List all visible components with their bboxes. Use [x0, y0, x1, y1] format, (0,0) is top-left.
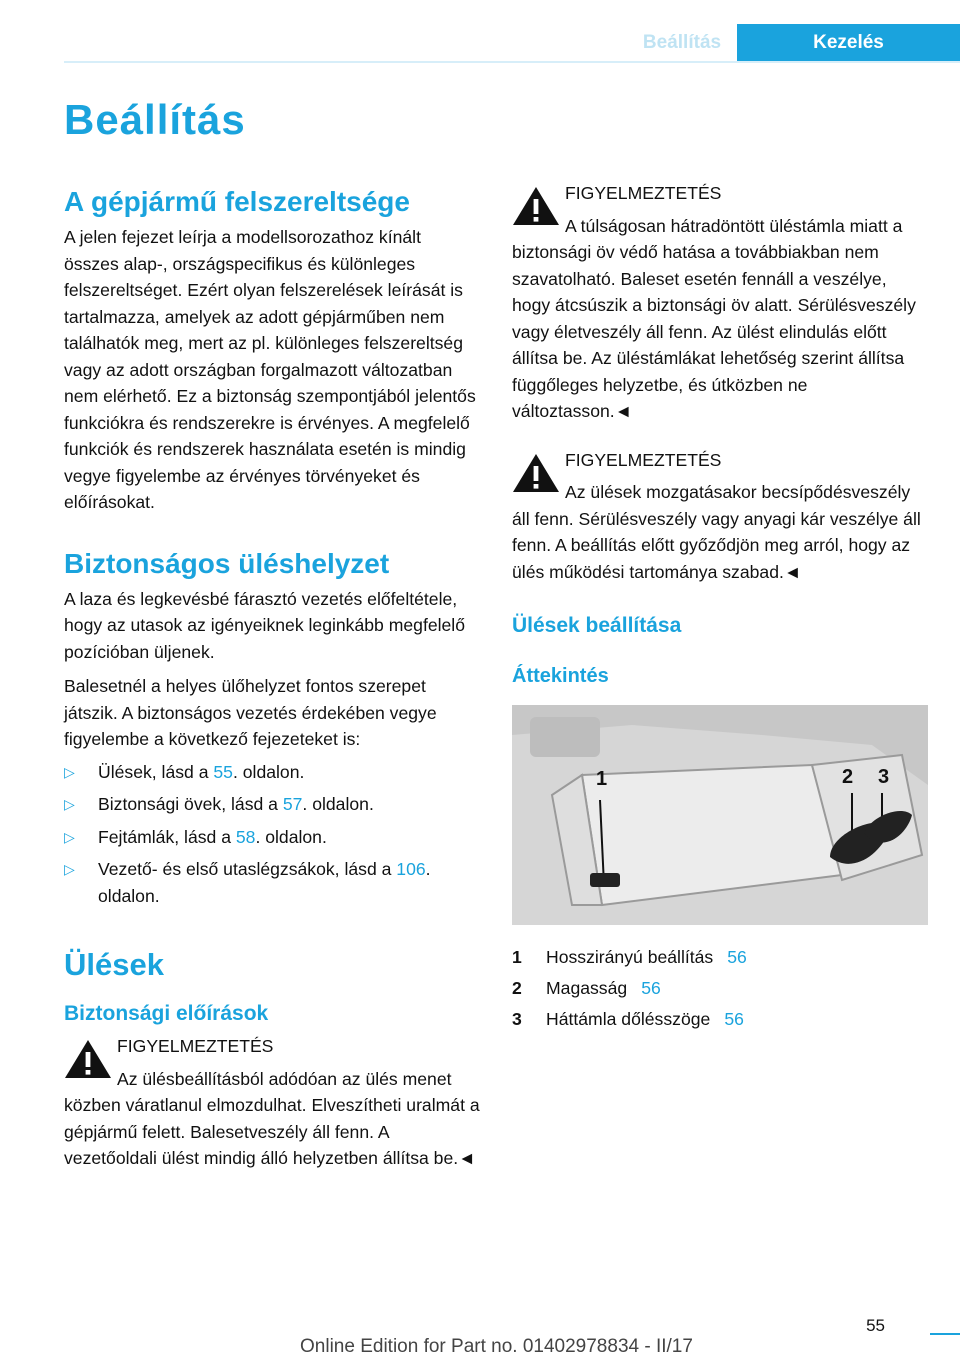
legend-number: 1 [512, 947, 522, 967]
bullet-text: Ülések, lásd a [98, 761, 214, 782]
page-link-57[interactable]: 57 [282, 794, 303, 814]
list-item [64, 791, 480, 818]
warning-triangle-icon [64, 1039, 112, 1079]
bullet-text: Vezető- és első utaslégzsákok, lásd a [98, 859, 397, 879]
legend-number: 3 [512, 1009, 522, 1029]
section-heading-equipment: A gépjármű felszereltsége [64, 186, 410, 217]
equipment-paragraph: A jelen fejezet leírja a modellsorozathoz kínált összes alap-, országspecifikus és különleges felszereltséget. Ezért olyan felszerelések leírását is tartalmazza, amelyek az adott gépjárműben nem találhatók meg, mert az pl. különleges felszereltség vagy az adott országban forgalmazott változatban nem elérhető. Ez a biztonság szempontjából jelentős funkciókra és rendszerekre is érvényes. A megfelelő funkciók és rendszerek használata esetén is mindig vegye figyelembe az érvényes törvényeket és előírásokat. [64, 227, 476, 512]
subheading-overview: Áttekintés [512, 665, 609, 687]
seating-paragraph-1: A laza és legkevésbé fárasztó vezetés előfeltétele, hogy az utasok az igényeiknek leginkább megfelelő pozícióban üljenek. [64, 588, 466, 662]
page-link-55[interactable]: 55 [213, 761, 233, 782]
legend-number: 2 [512, 978, 522, 998]
tab-chapter[interactable]: Kezelés [737, 24, 960, 61]
seating-paragraph-2: Balesetnél a helyes ülőhelyzet fontos szerepet játszik. A biztonságos vezetés érdekében vegye figyelembe a következő fejezeteket is: [64, 676, 437, 749]
bullet-text: Fejtámlák, lásd a [98, 826, 236, 847]
warning-block-3 [512, 447, 928, 586]
list-item [64, 856, 480, 909]
section-heading-seating-position: Biztonságos üléshelyzet [64, 547, 390, 579]
legend-page-link[interactable]: 56 [724, 1009, 744, 1029]
bullet-triangle-icon: ▷ [64, 796, 75, 812]
list-item [64, 759, 480, 786]
legend-label: Hosszirányú beállítás [546, 947, 714, 967]
right-column [512, 180, 928, 1035]
bullet-text: Biztonsági övek, lásd a [98, 794, 283, 814]
bullet-suffix: . oldalon. [302, 794, 374, 814]
warning-title: FIGYELMEZTETÉS [117, 1036, 274, 1056]
tab-section[interactable]: Beállítás [642, 32, 722, 53]
legend-row [512, 973, 928, 1004]
seat-adjustment-illustration [512, 705, 928, 925]
page-link-58[interactable]: 58 [235, 826, 256, 847]
legend-page-link[interactable]: 56 [641, 978, 661, 998]
legend-label: Magasság [546, 978, 628, 998]
figure-label-2: 2 [842, 766, 854, 788]
warning-triangle-icon [512, 453, 560, 493]
left-column [64, 180, 480, 1172]
list-item [64, 824, 480, 851]
legend-label: Háttámla dőlésszöge [546, 1009, 711, 1029]
subheading-seat-adjustment: Ülések beállítása [512, 614, 682, 637]
bullet-triangle-icon: ▷ [64, 828, 75, 845]
figure-label-1: 1 [596, 768, 608, 790]
edition-footer: Online Edition for Part no. 01402978834 - II/17 [300, 1336, 693, 1357]
related-chapters-list [64, 759, 480, 910]
bullet-triangle-icon: ▷ [64, 763, 75, 780]
subheading-safety: Biztonsági előírások [64, 1002, 269, 1025]
warning-block-1 [64, 1033, 480, 1172]
warning-title: FIGYELMEZTETÉS [565, 449, 722, 470]
page-title: Beállítás [64, 96, 246, 143]
warning-body: Az ülések mozgatásakor becsípődésveszély áll fenn. Sérülésveszély vagy anyagi kár veszélye áll fenn. A beállítás előtt győződjön meg arról, hogy az ülés működési tartománya szabad.◄ [512, 482, 921, 582]
legend-page-link[interactable]: 56 [727, 947, 747, 967]
warning-title: FIGYELMEZTETÉS [565, 183, 722, 203]
header-rule [64, 61, 960, 63]
warning-block-2 [512, 180, 928, 425]
figure-legend [512, 942, 928, 1035]
bullet-triangle-icon: ▷ [64, 861, 75, 877]
warning-body: A túlságosan hátradöntött üléstámla miatt a biztonsági öv védő hatása a továbbiakban nem szavatolható. Baleset esetén fennáll a veszélye, hogy átcsúszik a biztonsági öv alatt. Sérülésveszély vagy életveszély áll fenn. Az ülést elindulás előtt állítsa be. Az üléstámlákat lehetőség szerint állítsa függőleges helyzetbe, és útközben ne változtasson.◄ [512, 215, 916, 421]
legend-row [512, 942, 928, 973]
footer-rule [930, 1333, 960, 1335]
legend-row [512, 1004, 928, 1035]
page-link-106[interactable]: 106 [396, 859, 426, 879]
page-number: 55 [866, 1316, 885, 1335]
warning-body: Az ülésbeállításból adódóan az ülés menet közben váratlanul elmozdulhat. Elveszítheti uralmát a gépjármű felett. Balesetveszély áll fenn. A vezetőoldali ülést mindig álló helyzetben állítsa be.◄ [64, 1068, 480, 1168]
section-heading-seats: Ülések [64, 947, 164, 982]
figure-label-3: 3 [878, 766, 890, 788]
bullet-suffix: . oldalon. [232, 761, 305, 782]
bullet-suffix: . oldalon. [98, 859, 431, 906]
bullet-suffix: . oldalon. [255, 826, 327, 847]
warning-triangle-icon [512, 186, 560, 226]
